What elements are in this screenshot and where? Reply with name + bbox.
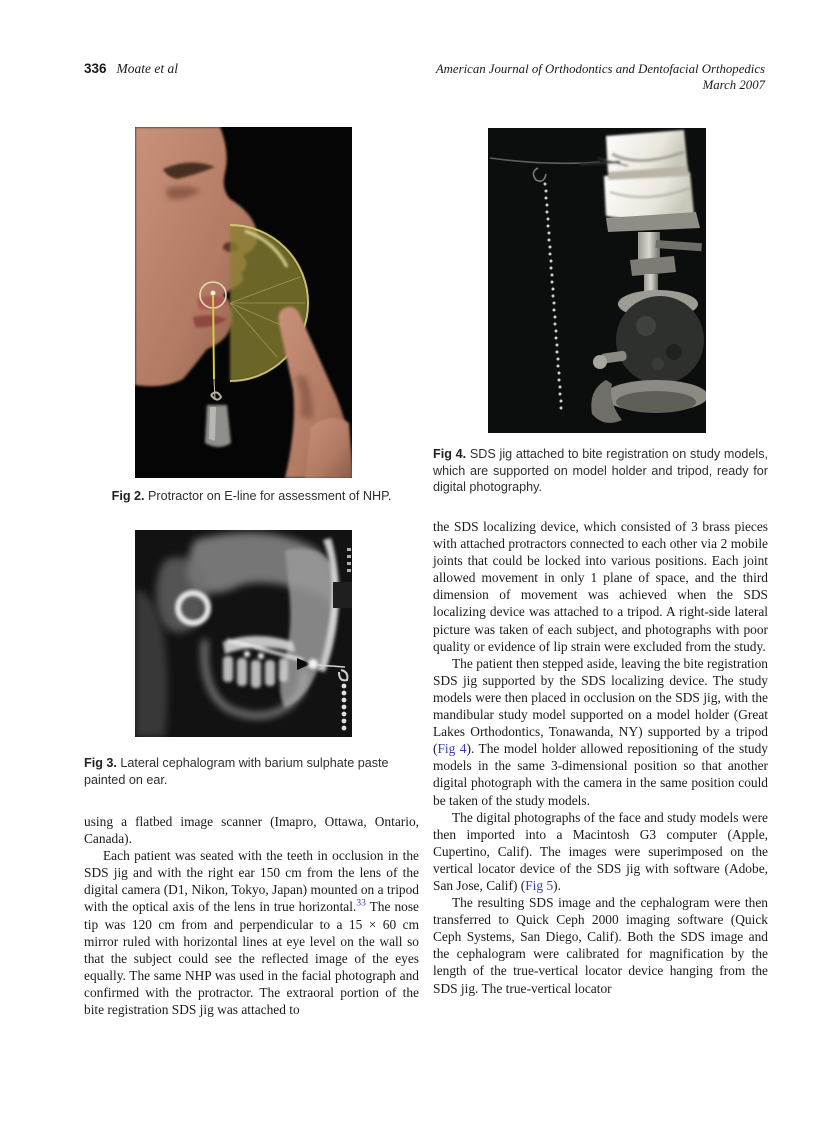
fig2-caption-text: Protractor on E-line for assessment of NHP.	[148, 489, 392, 503]
paragraph-text: The nose tip was 120 cm from and perpendicular to a 15 × 60 cm mirror ruled with horizontal lines at eye level on the wall so that the subject could see the reflected image of the eyes equally. The same NHP was used in the facial photograph and confirmed with the protractor. The extraoral portion of the bite registration SDS jig was attached to	[84, 899, 419, 1018]
fig4-crossref-link[interactable]: Fig 4	[437, 741, 467, 757]
paragraph-text: Each patient was seated with the teeth in occlusion in the SDS jig and with the right ear 150 cm from the lens of the digital camera (D1, Nikon, Tokyo, Japan) mounted on a tripod with the optical axis of the lens in true horizontal.	[84, 848, 419, 915]
fig2-label: Fig 2.	[111, 489, 145, 503]
paragraph	[433, 809, 768, 894]
fig3-photo-cephalogram	[135, 530, 352, 737]
paragraph	[433, 518, 768, 655]
fig2-caption	[84, 488, 419, 505]
body-column-left	[84, 813, 419, 1018]
citation-ref-33[interactable]: 33	[356, 899, 366, 909]
paragraph-text: The patient then stepped aside, leaving the bite registration SDS jig supported by the SDS localizing device. The study models were then placed in occlusion on the SDS jig, with the mandibular study model supported on a model holder (Great Lakes Orthodontics, Tonawanda, NY) supported by a tripod (	[433, 655, 768, 757]
fig3-caption-text: Lateral cephalogram with barium sulphate paste painted on ear.	[84, 756, 389, 787]
running-authors: Moate et al	[116, 61, 179, 76]
issue-date: March 2007	[702, 78, 765, 92]
fig4-label: Fig 4.	[433, 447, 467, 461]
paragraph-text: ).	[553, 877, 561, 893]
plumb-line	[213, 295, 214, 379]
paragraph-text: using a flatbed image scanner (Imapro, Ottawa, Ontario, Canada).	[84, 814, 419, 847]
body-column-right	[433, 518, 768, 997]
journal-title: American Journal of Orthodontics and Dentofacial Orthopedics	[435, 62, 765, 76]
paragraph	[84, 847, 419, 1018]
plumb-weight	[205, 405, 231, 447]
paragraph	[84, 813, 419, 847]
fig2-photo-protractor-on-face	[135, 127, 352, 478]
running-head-left	[84, 61, 178, 77]
fig5-crossref-link[interactable]: Fig 5	[525, 877, 554, 893]
fig3-label: Fig 3.	[84, 756, 117, 770]
running-head-right	[436, 61, 765, 93]
fig3-caption	[84, 755, 419, 788]
paragraph	[433, 894, 768, 997]
fig4-caption	[433, 446, 768, 496]
paragraph-text: ). The model holder allowed repositioning of the study models in the same 3-dimensional position so that another digital photograph with the camera in the same position could be taken of the study models.	[433, 741, 769, 808]
paragraph-text: The digital photographs of the face and study models were then imported into a Macintosh G3 computer (Apple, Cupertino, Calif). The images were superimposed on the vertical locator device of the SDS jig with software (Adobe, San Jose, Calif) (	[433, 809, 768, 893]
fig4-caption-text: SDS jig attached to bite registration on study models, which are supported on model holder and tripod, ready for digital photography.	[433, 447, 768, 494]
page-number: 336	[84, 61, 107, 76]
paragraph-text: The resulting SDS image and the cephalogram were then transferred to Quick Ceph 2000 imaging software (Quick Ceph Systems, San Diego, Calif). Both the SDS image and the cephalogram were calibrated for magnification by the length of the true-vertical locator device hanging from the SDS jig. The true-vertical locator	[433, 895, 768, 996]
paragraph-text: the SDS localizing device, which consisted of 3 brass pieces with attached protractors connected to each other via 2 mobile joints that could be locked into various positions. Each joint allowed movement in only 1 plane of space, and the third dimension of movement was achieved when the SDS localizing device was attached to a tripod. A right-side lateral picture was taken of each subject, and photographs with poor quality or evidence of lip strain were excluded from the study.	[433, 519, 768, 654]
fig4-photo-sds-jig-models	[488, 128, 706, 433]
paragraph	[433, 655, 768, 809]
